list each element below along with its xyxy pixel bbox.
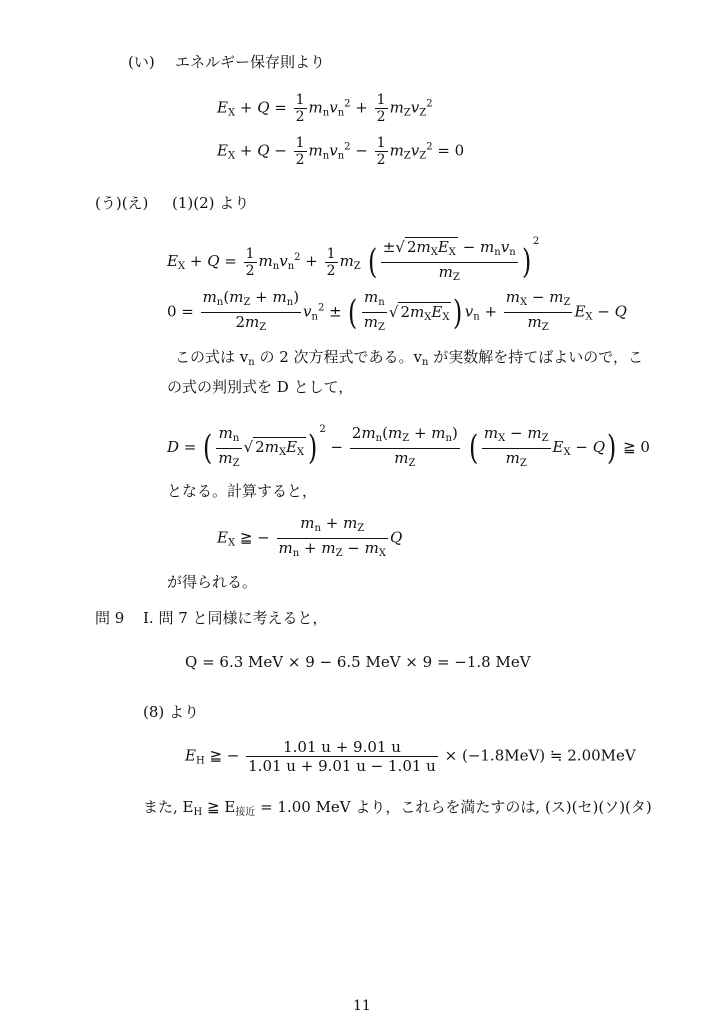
final-line: また, $E_H$ ≧ $E_{接近} = 1.00$ MeV より，これらを満たすのは, (ス)(セ)(ソ)(タ) [143, 798, 652, 818]
equation-8: $E_H$ ≧ − $\frac{1.01 u + 9.01 u}{1.01 u + 9.01 u - 1.01 u}$ × (−1.8MeV) ≒ 2.00MeV [185, 738, 636, 775]
page-number: 11 [353, 998, 371, 1014]
equation-4: 0 = $\frac{m_n(m_Z + m_n)}{2m_Z}$ $v_n^2$ ± ( $\frac{m_n}{m_Z}$ √ $2m_XE_X$ ) $v_n$ + $\frac{m_X - m_Z}{m_Z}$ $E_X - Q$ [167, 288, 627, 333]
paragraph-line-2: の式の判別式を D として， [167, 378, 354, 396]
eq8-tail: × (−1.8MeV) ≒ 2.00MeV [444, 746, 636, 765]
eq8-numerator: 1.01 u + 9.01 u [246, 738, 438, 757]
paragraph-line-1: この式は $v_n$ の 2 次方程式である。$v_n$ が実数解を持てばよいので，こ [175, 348, 643, 368]
equation-energy-2: $E_X + Q$ − $\frac{1}{2}$ $m_nv_n^2$ − $\frac{1}{2}$ $m_Zv_Z^2 = 0$ [217, 135, 465, 168]
equation-3: $E_X + Q$ = $\frac{1}{2}$ $m_nv_n^2$ + $\frac{1}{2}$ $m_Z$ ( $\frac{\pm√ 2m_XE_X - m_nv_n}{m_Z}$ )$^2$ [167, 236, 540, 283]
equation-energy-1: $E_X + Q$ = $\frac{1}{2}$ $m_nv_n^2$ + $\frac{1}{2}$ $m_Zv_Z^2$ [217, 92, 433, 125]
question-9-label: 問 9 [95, 609, 125, 627]
eq8-denominator: 1.01 u + 9.01 u − 1.01 u [248, 757, 436, 775]
item-i-text: エネルギー保存則より [175, 53, 326, 71]
equation-discriminant: D = ( $\frac{m_n}{m_Z}$ √ $2m_XE_X$ ) $^2$ − $\frac{2m_n(m_Z + m_n)}{m_Z}$ ( $\frac{m_X - m_Z}{m_Z}$ $E_X - Q$) ≧ 0 [167, 423, 650, 469]
equation-7 [185, 652, 531, 672]
text-gaeraru: が得られる。 [167, 573, 258, 591]
item-i-label: (い) [128, 53, 155, 71]
text-tonaru: となる。計算すると， [167, 482, 318, 500]
item-ue-label: (う)(え) [95, 194, 149, 212]
question-9-text: I. 問 7 と同様に考えると， [143, 609, 328, 627]
text-8-yori: (8) より [143, 703, 200, 721]
equation-7-text: Q = 6.3 MeV × 9 − 6.5 MeV × 9 = −1.8 MeV [185, 653, 531, 671]
equation-6: $E_X$ ≧ − $\frac{m_n + m_Z}{m_n + m_Z - m_X}$ Q [217, 514, 403, 559]
item-ue-text: (1)(2) より [172, 194, 250, 212]
